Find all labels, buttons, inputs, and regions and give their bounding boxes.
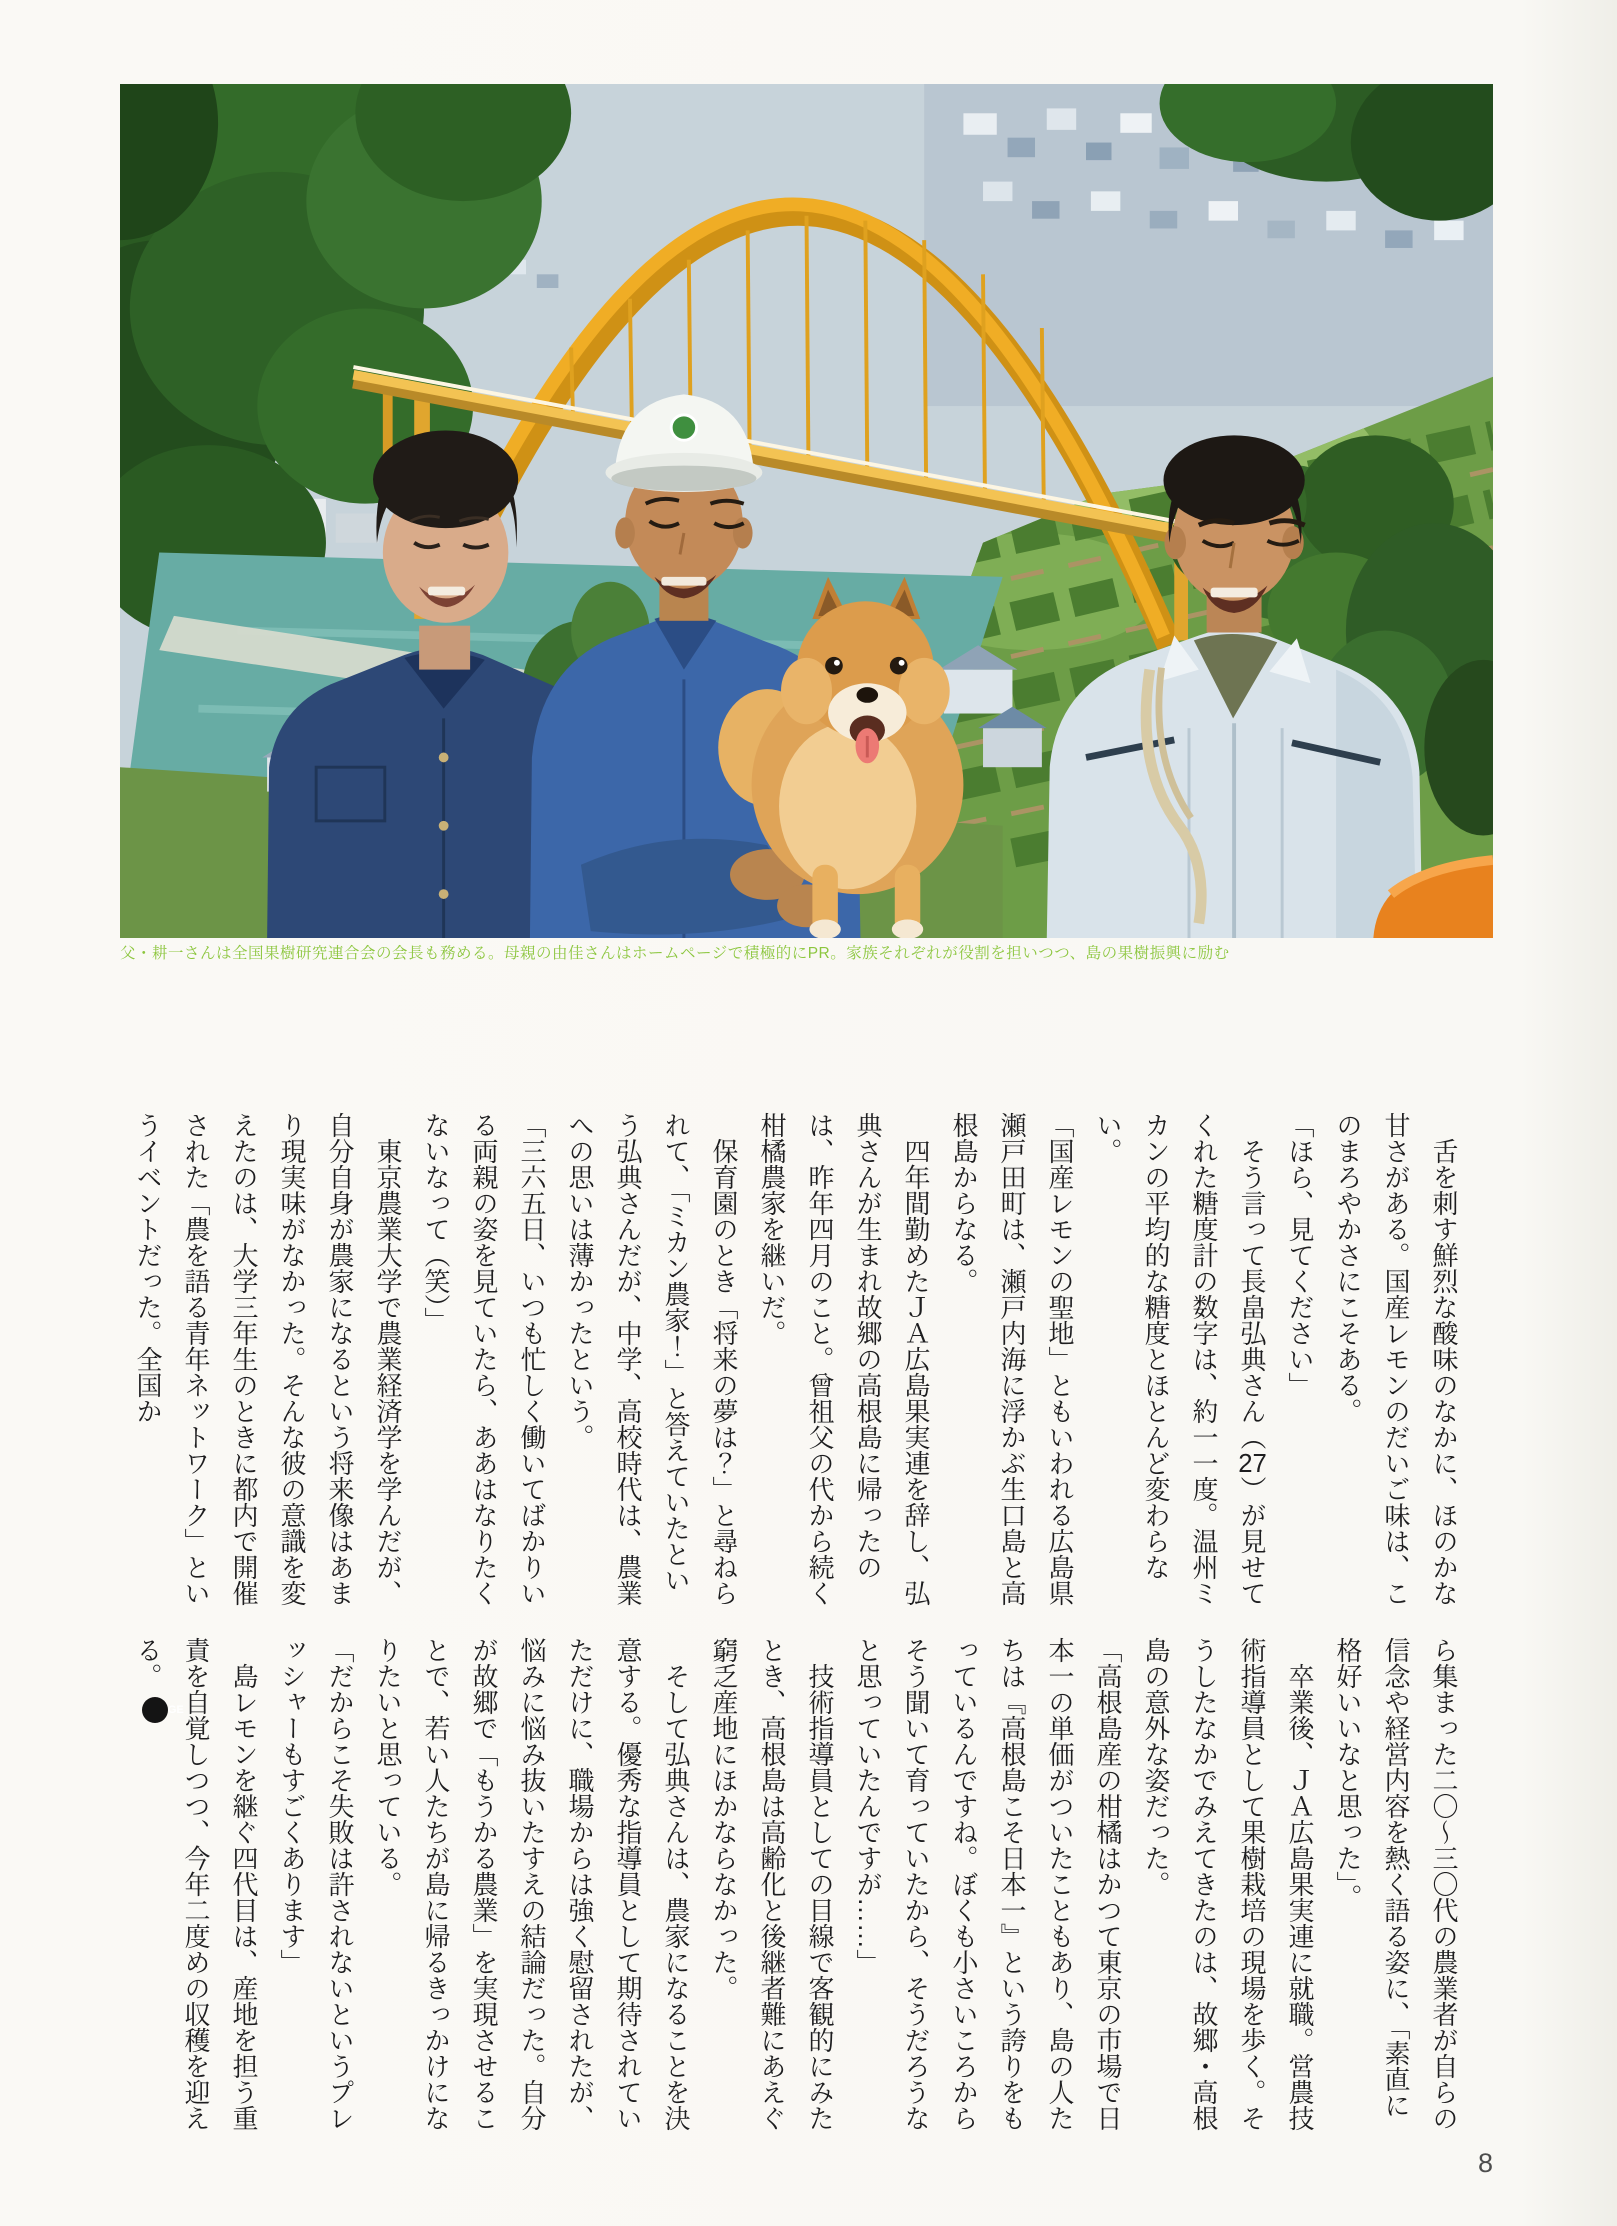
article-text: ）が見せてくれた糖度計の数字は、約一一度。温州ミカンの平均的な糖度とほとんど変わらない。 bbox=[1093, 1112, 1267, 1606]
page-number: 8 bbox=[1478, 2148, 1495, 2178]
article-text: そう言って長畠弘典さん（ bbox=[1237, 1138, 1267, 1450]
article-paragraph bbox=[1276, 1112, 1324, 1609]
article-end-icon: GE bbox=[142, 1697, 168, 1723]
article-upper-band bbox=[124, 1112, 1468, 1609]
article-paragraph bbox=[124, 1637, 268, 2134]
article-paragraph bbox=[844, 1637, 1132, 2134]
family-photo bbox=[120, 84, 1493, 938]
article-paragraph bbox=[748, 1112, 940, 1609]
article-paragraph bbox=[1132, 1637, 1324, 2134]
article-text: 卒業後、ＪＡ広島果実連に就職。営農技術指導員として果樹栽培の現場を歩く。そうしたなかでみえてきたのは、故郷・高根島の意外な姿だった。 bbox=[1141, 1637, 1315, 2131]
article-text: 保育園のとき「将来の夢は？」と尋ねられて、「ミカン農家！」と答えていたという弘典さんだが、中学、高校時代は、農業への思いは薄かったという。 bbox=[565, 1112, 739, 1606]
article-text: ら集まった二〇〜三〇代の農業者が自らの信念や経営内容を熱く語る姿に、「素直に格好いいなと思った」。 bbox=[1333, 1637, 1459, 2131]
article-paragraph bbox=[700, 1637, 844, 2134]
article-text: 舌を刺す鮮烈な酸味のなかに、ほのかな甘さがある。国産レモンのだいご味は、このまろやかさにこそある。 bbox=[1333, 1112, 1459, 1606]
article-paragraph bbox=[556, 1112, 748, 1609]
article-text: 「三六五日、いつも忙しく働いてばかりいる両親の姿を見ていたら、ああはなりたくないなって（笑）」 bbox=[421, 1112, 547, 1606]
article-text: 「高根島産の柑橘はかつて東京の市場で日本一の単価がついたこともあり、島の人たちは『高根島こそ日本一』という誇りをもっているんですね。ぼくも小さいころからそう聞いて育っていたから、そうだろうなと思っていたんですが……」 bbox=[853, 1637, 1123, 2131]
article-paragraph bbox=[412, 1112, 556, 1609]
article-paragraph bbox=[1324, 1112, 1468, 1609]
photo-caption: 父・耕一さんは全国果樹研究連合会の会長も務める。母親の由佳さんはホームページで積極的にPR。家族それぞれが役割を担いつつ、島の果樹振興に励む bbox=[120, 945, 1230, 962]
article-paragraph bbox=[364, 1637, 700, 2134]
family-photo-illustration bbox=[120, 84, 1493, 938]
article-paragraph bbox=[1324, 1637, 1468, 2134]
article-text: 技術指導員としての目線で客観的にみたとき、高根島は高齢化と後継者難にあえぐ窮乏産地にほかならなかった。 bbox=[709, 1637, 835, 2131]
article-text: 「国産レモンの聖地」ともいわれる広島県瀬戸田町は、瀬戸内海に浮かぶ生口島と高根島からなる。 bbox=[949, 1112, 1075, 1606]
article-paragraph bbox=[940, 1112, 1084, 1609]
article-text: そして弘典さんは、農家になることを決意する。優秀な指導員として期待されていただけに、職場からは強く慰留されたが、悩みに悩み抜いたすえの結論だった。自分が故郷で「もうかる農業」を実現させることで、若い人たちが島に帰るきっかけになりたいと思っている。 bbox=[373, 1637, 691, 2131]
article-text: 島レモンを継ぐ四代目は、産地を担う重責を自覚しつつ、今年二度めの収穫を迎える。 bbox=[133, 1637, 259, 2131]
article-paragraph bbox=[268, 1637, 364, 2134]
article-text: 東京農業大学で農業経済学を学んだが、自分自身が農家になるという将来像はあまり現実味がなかった。そんな彼の意識を変えたのは、大学三年生のときに都内で開催された「農を語る青年ネットワーク」というイベントだった。全国か bbox=[133, 1112, 403, 1606]
article-text: 四年間勤めたＪＡ広島果実連を辞し、弘典さんが生まれ故郷の高根島に帰ったのは、昨年四月のこと。曾祖父の代から続く柑橘農家を継いだ。 bbox=[757, 1112, 931, 1606]
article-paragraph bbox=[124, 1112, 412, 1609]
tatechuyoko-number: 27 bbox=[1238, 1450, 1267, 1476]
article-paragraph bbox=[1084, 1112, 1276, 1609]
article-text: 「ほら、見てください」 bbox=[1285, 1112, 1315, 1398]
article-text: 「だからこそ失敗は許されないというプレッシャーもすごくあります」 bbox=[277, 1637, 355, 2131]
article-lower-band bbox=[124, 1637, 1468, 2134]
